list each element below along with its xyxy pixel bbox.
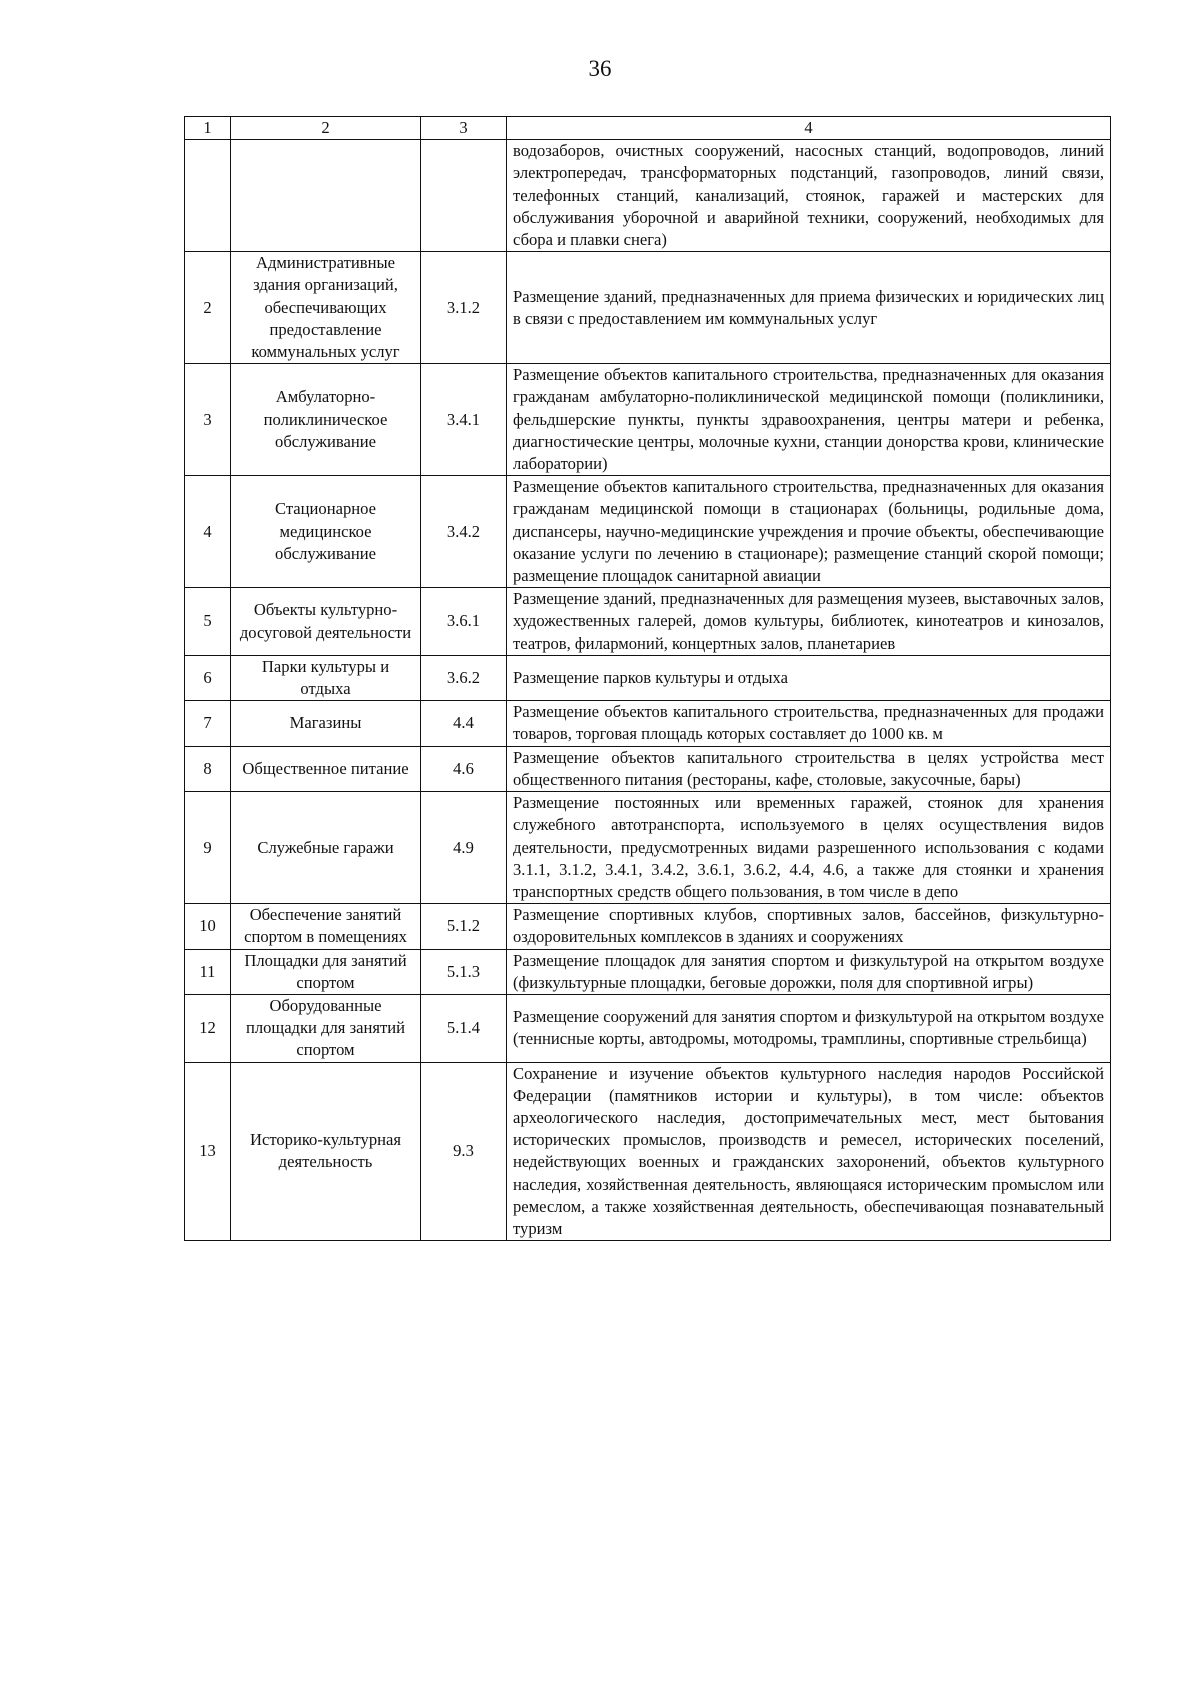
row-description: Размещение объектов капитального строительства, предназначенных для оказания гражданам медицинской помощи в стационарах (больницы, родильные дома, диспансеры, научно-медицинские учреждения и прочие объекты, обеспечивающие оказание услуги по лечению в стационаре); размещение станций скорой помощи; размещение площадок санитарной авиации — [507, 476, 1111, 588]
row-description: Размещение площадок для занятия спортом и физкультурой на открытом воздухе (физкультурные площадки, беговые дорожки, поля для спортивной игры) — [507, 949, 1111, 994]
table-row — [185, 746, 1111, 791]
row-description: Размещение зданий, предназначенных для приема физических и юридических лиц в связи с предоставлением им коммунальных услуг — [507, 252, 1111, 364]
row-number: 8 — [185, 746, 231, 791]
table-row — [185, 476, 1111, 588]
row-name: Служебные гаражи — [231, 792, 421, 904]
row-code: 3.1.2 — [421, 252, 507, 364]
row-name: Амбулаторно-поликлиническое обслуживание — [231, 364, 421, 476]
row-name: Историко-культурная деятельность — [231, 1062, 421, 1241]
table-row — [185, 701, 1111, 746]
row-number: 5 — [185, 588, 231, 656]
table-row — [185, 904, 1111, 949]
table-row — [185, 364, 1111, 476]
row-number: 10 — [185, 904, 231, 949]
row-name: Магазины — [231, 701, 421, 746]
row-code: 4.6 — [421, 746, 507, 791]
row-name: Общественное питание — [231, 746, 421, 791]
row-number: 11 — [185, 949, 231, 994]
row-number: 3 — [185, 364, 231, 476]
row-number: 13 — [185, 1062, 231, 1241]
page-number: 36 — [588, 56, 612, 81]
row-name: Объекты культурно-досуговой деятельности — [231, 588, 421, 656]
row-description: Размещение сооружений для занятия спортом и физкультурой на открытом воздухе (теннисные корты, автодромы, мотодромы, трамплины, спортивные стрельбища) — [507, 994, 1111, 1062]
header-col-4: 4 — [507, 117, 1111, 140]
row-name: Площадки для занятий спортом — [231, 949, 421, 994]
row-number: 9 — [185, 792, 231, 904]
row-code: 4.9 — [421, 792, 507, 904]
row-code: 9.3 — [421, 1062, 507, 1241]
row-code: 5.1.4 — [421, 994, 507, 1062]
table-row — [185, 949, 1111, 994]
row-name: Оборудованные площадки для занятий спортом — [231, 994, 421, 1062]
row-description: Размещение парков культуры и отдыха — [507, 655, 1111, 700]
table-row — [185, 655, 1111, 700]
row-name: Парки культуры и отдыха — [231, 655, 421, 700]
row-description: Размещение спортивных клубов, спортивных залов, бассейнов, физкультурно-оздоровительных комплексов в зданиях и сооружениях — [507, 904, 1111, 949]
row-number: 12 — [185, 994, 231, 1062]
row-code: 3.6.1 — [421, 588, 507, 656]
row-name: Стационарное медицинское обслуживание — [231, 476, 421, 588]
header-col-1: 1 — [185, 117, 231, 140]
row-number — [185, 140, 231, 252]
row-name: Обеспечение занятий спортом в помещениях — [231, 904, 421, 949]
table-row — [185, 588, 1111, 656]
row-code: 3.4.1 — [421, 364, 507, 476]
row-number: 4 — [185, 476, 231, 588]
row-description: Размещение зданий, предназначенных для размещения музеев, выставочных залов, художественных галерей, домов культуры, библиотек, кинотеатров и кинозалов, театров, филармоний, концертных залов, планетариев — [507, 588, 1111, 656]
header-col-2: 2 — [231, 117, 421, 140]
row-code: 3.6.2 — [421, 655, 507, 700]
row-description: Размещение объектов капитального строительства, предназначенных для продажи товаров, торговая площадь которых составляет до 1000 кв. м — [507, 701, 1111, 746]
row-number: 7 — [185, 701, 231, 746]
row-name — [231, 140, 421, 252]
row-description: Размещение постоянных или временных гаражей, стоянок для хранения служебного автотранспорта, используемого в целях осуществления видов деятельности, предусмотренных видами разрешенного использования с кодами 3.1.1, 3.1.2, 3.4.1, 3.4.2, 3.6.1, 3.6.2, 4.4, 4.6, а также для стоянки и хранения транспортных средств общего пользования, в том числе в депо — [507, 792, 1111, 904]
row-number: 2 — [185, 252, 231, 364]
row-code: 3.4.2 — [421, 476, 507, 588]
table-row — [185, 1062, 1111, 1241]
row-description: Размещение объектов капитального строительства, предназначенных для оказания гражданам амбулаторно-поликлинической медицинской помощи (поликлиники, фельдшерские пункты, пункты здравоохранения, центры матери и ребенка, диагностические центры, молочные кухни, станции донорства крови, клинические лаборатории) — [507, 364, 1111, 476]
land-use-table — [184, 116, 1111, 1241]
row-code — [421, 140, 507, 252]
row-code: 5.1.2 — [421, 904, 507, 949]
table-row — [185, 994, 1111, 1062]
row-number: 6 — [185, 655, 231, 700]
row-description: Сохранение и изучение объектов культурного наследия народов Российской Федерации (памятников истории и культуры), в том числе: объектов археологического наследия, достопримечательных мест, мест бытования исторических промыслов, производств и ремесел, исторических поселений, недействующих военных и гражданских захоронений, объектов культурного наследия, хозяйственная деятельность, являющаяся историческим промыслом или ремеслом, а также хозяйственная деятельность, обеспечивающая познавательный туризм — [507, 1062, 1111, 1241]
table-row — [185, 792, 1111, 904]
table-row — [185, 252, 1111, 364]
header-col-3: 3 — [421, 117, 507, 140]
table-header-row — [185, 117, 1111, 140]
row-name: Административные здания организаций, обеспечивающих предоставление коммунальных услуг — [231, 252, 421, 364]
row-description: водозаборов, очистных сооружений, насосных станций, водопроводов, линий электропередач, трансформаторных подстанций, газопроводов, линий связи, телефонных станций, канализаций, стоянок, гаражей и мастерских для обслуживания уборочной и аварийной техники, сооружений, необходимых для сбора и плавки снега) — [507, 140, 1111, 252]
row-code: 5.1.3 — [421, 949, 507, 994]
row-description: Размещение объектов капитального строительства в целях устройства мест общественного питания (рестораны, кафе, столовые, закусочные, бары) — [507, 746, 1111, 791]
table-row — [185, 140, 1111, 252]
row-code: 4.4 — [421, 701, 507, 746]
